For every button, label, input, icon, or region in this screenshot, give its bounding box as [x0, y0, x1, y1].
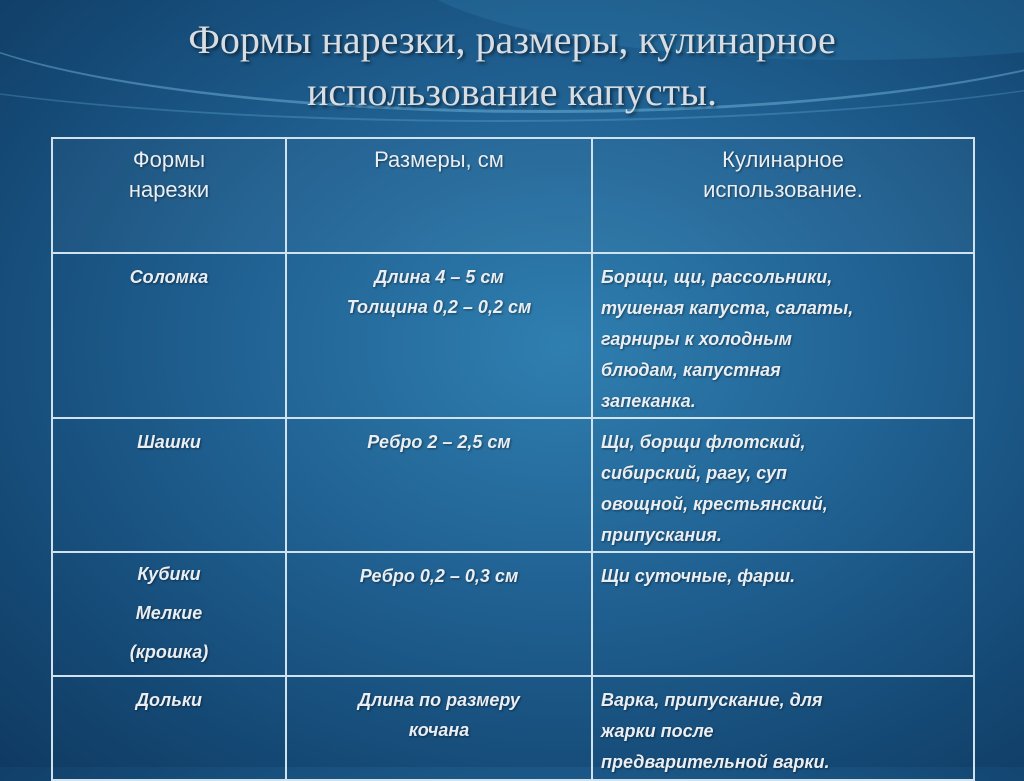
header-line: Формы: [132, 147, 206, 172]
table-header-row: [52, 138, 974, 253]
cell-line: Дольки: [136, 690, 202, 710]
slide-title: [0, 14, 1024, 118]
table-row: [52, 418, 974, 552]
cell-line: тушеная капуста, салаты,: [601, 298, 854, 318]
cell-size: [286, 418, 592, 552]
cell-line: кочана: [408, 720, 470, 740]
cell-line: Ребро 2 – 2,5 см: [367, 432, 511, 452]
header-line: нарезки: [128, 177, 210, 202]
table-row: [52, 676, 974, 780]
cell-line: Кубики: [137, 564, 201, 584]
cell-use: [592, 676, 974, 780]
cell-line: Щи, борщи флотский,: [601, 432, 806, 452]
header-culinary-use: [592, 138, 974, 253]
cell-line: овощной, крестьянский,: [601, 494, 828, 514]
cell-line: припускания.: [601, 525, 722, 545]
header-line: Кулинарное: [722, 147, 844, 172]
cell-line: Длина по размеру: [358, 690, 520, 710]
cell-line: запеканка.: [601, 391, 696, 411]
cell-line: жарки после: [601, 721, 714, 741]
cell-form: [52, 552, 286, 676]
cell-line: Толщина 0,2 – 0,2 см: [346, 297, 532, 317]
table-row: [52, 552, 974, 676]
cell-size: [286, 552, 592, 676]
cell-line: гарниры к холодным: [601, 329, 792, 349]
cell-line: сибирский, рагу, суп: [601, 463, 787, 483]
cell-line: Борщи, щи, рассольники,: [601, 267, 833, 287]
cabbage-cutting-table: [51, 137, 975, 781]
cell-line: Соломка: [129, 267, 209, 287]
cell-use: [592, 418, 974, 552]
header-line: использование.: [703, 177, 863, 202]
cell-size: [286, 676, 592, 780]
cell-form: [52, 418, 286, 552]
header-cut-forms: [52, 138, 286, 253]
cell-line: блюдам, капустная: [601, 360, 781, 380]
header-line: Размеры, см: [374, 147, 504, 172]
cell-form: [52, 676, 286, 780]
cell-size: [286, 253, 592, 418]
header-sizes: [286, 138, 592, 253]
cell-form: [52, 253, 286, 418]
cell-line: Щи суточные, фарш.: [601, 566, 796, 586]
cell-line: (крошка): [129, 642, 209, 662]
slide-title-line: Формы нарезки, размеры, кулинарное: [188, 17, 836, 62]
cell-use: [592, 253, 974, 418]
cell-line: предварительной варки.: [601, 752, 830, 772]
cell-use: [592, 552, 974, 676]
cell-line: Ребро 0,2 – 0,3 см: [359, 566, 519, 586]
cell-line: Варка, припускание, для: [601, 690, 823, 710]
table-row: [52, 253, 974, 418]
cell-line: Шашки: [137, 432, 201, 452]
cell-line: Мелкие: [135, 603, 203, 623]
cell-line: Длина 4 – 5 см: [374, 267, 504, 287]
slide-title-line: использование капусты.: [306, 69, 718, 114]
